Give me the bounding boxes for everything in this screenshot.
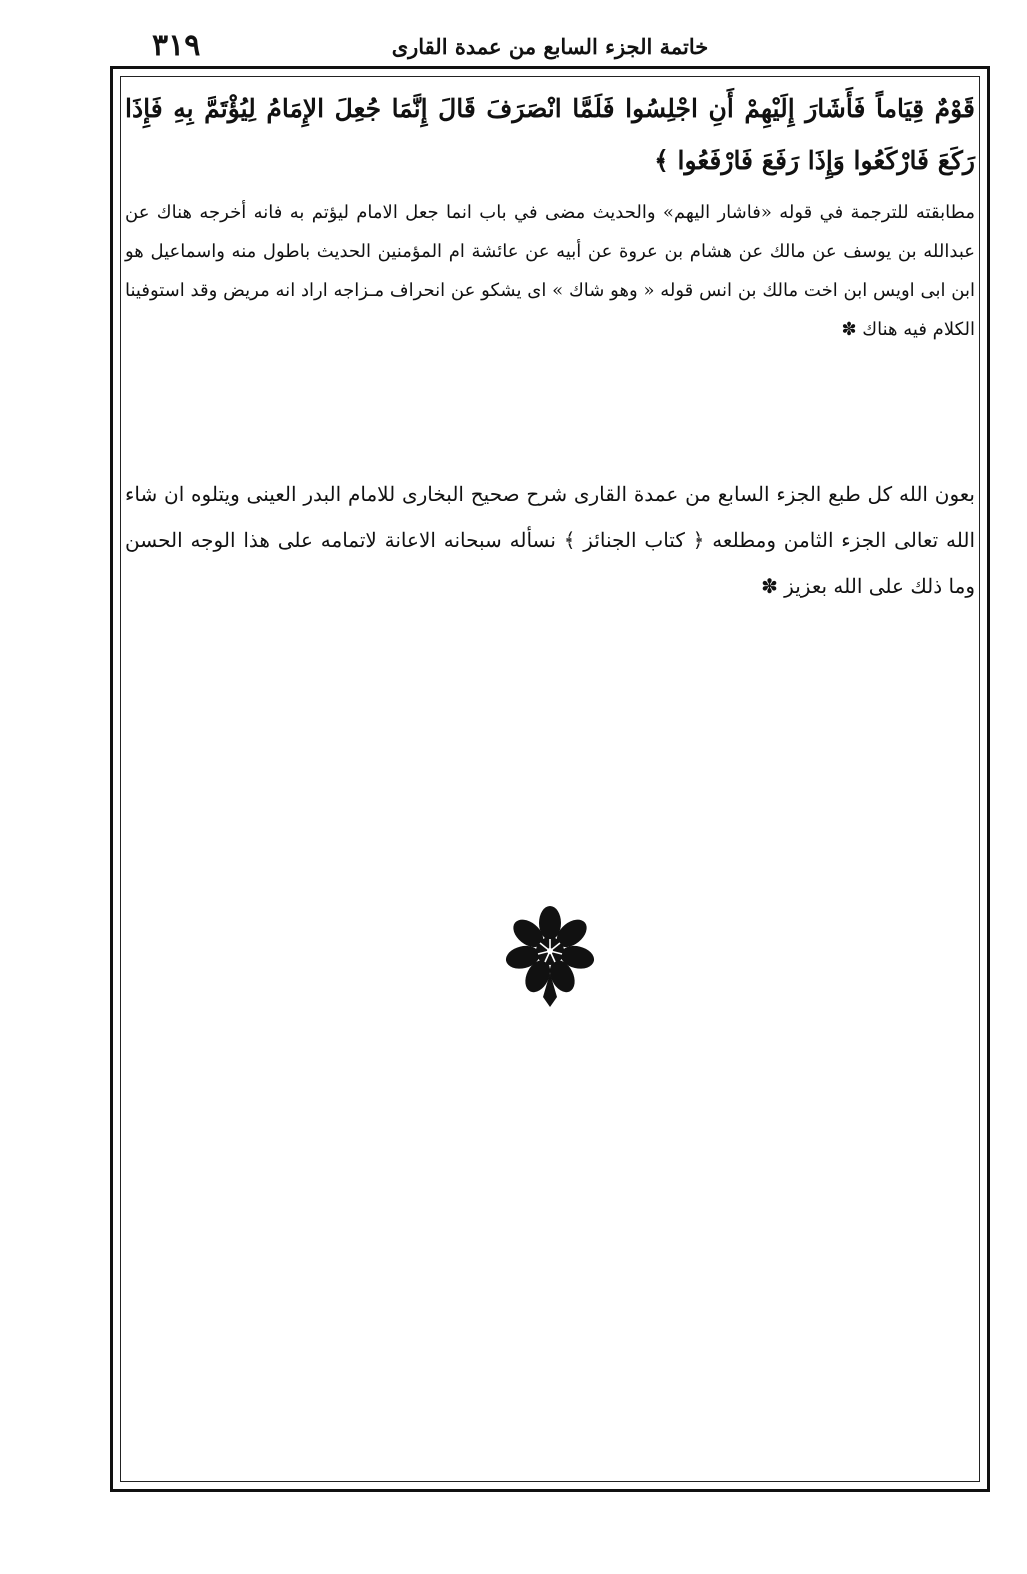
page-header bbox=[110, 30, 990, 64]
flower-ornament-icon bbox=[505, 901, 595, 1011]
page-number: ٣١٩ bbox=[152, 28, 201, 63]
commentary-paragraph: مطابقته للترجمة في قوله «فاشار اليهم» والحديث مضى في باب انما جعل الامام ليؤتم به فانه أخرجه هناك عن عبدالله بن يوسف عن مالك عن هشام بن عروة عن أبيه عن عائشة ام المؤمنين الحديث باطول منه واسماعيل هو ابن ابى اويس ابن اخت مالك بن انس قوله « وهو شاك » اى يشكو عن انحراف مـزاجه اراد انه مريض وقد استوفينا الكلام فيه هناك ✽ bbox=[125, 202, 975, 340]
page-frame bbox=[110, 66, 990, 1492]
main-text-block bbox=[125, 83, 975, 349]
running-title: خاتمة الجزء السابع من عمدة القارى bbox=[391, 34, 709, 59]
hadith-text: قَوْمٌ قِيَاماً فَأَشَارَ إِلَيْهِمْ أَنِ اجْلِسُوا فَلَمَّا انْصَرَفَ قَالَ إِنَّمَا جُعِلَ الإِمَامُ لِيُؤْتَمَّ بِهِ فَإِذَا رَكَعَ فَارْكَعُوا وَإِذَا رَفَعَ فَارْفَعُوا ﴾ bbox=[125, 94, 975, 175]
colophon-paragraph: بعون الله كل طبع الجزء السابع من عمدة القارى شرح صحيح البخارى للامام البدر العينى ويتلوه ان شاء الله تعالى الجزء الثامن ومطلعه ﴿ كتاب الجنائز ﴾ نسأله سبحانه الاعانة لاتمامه على هذا الوجه الحسن وما ذلك على الله بعزيز ✽ bbox=[125, 482, 975, 598]
